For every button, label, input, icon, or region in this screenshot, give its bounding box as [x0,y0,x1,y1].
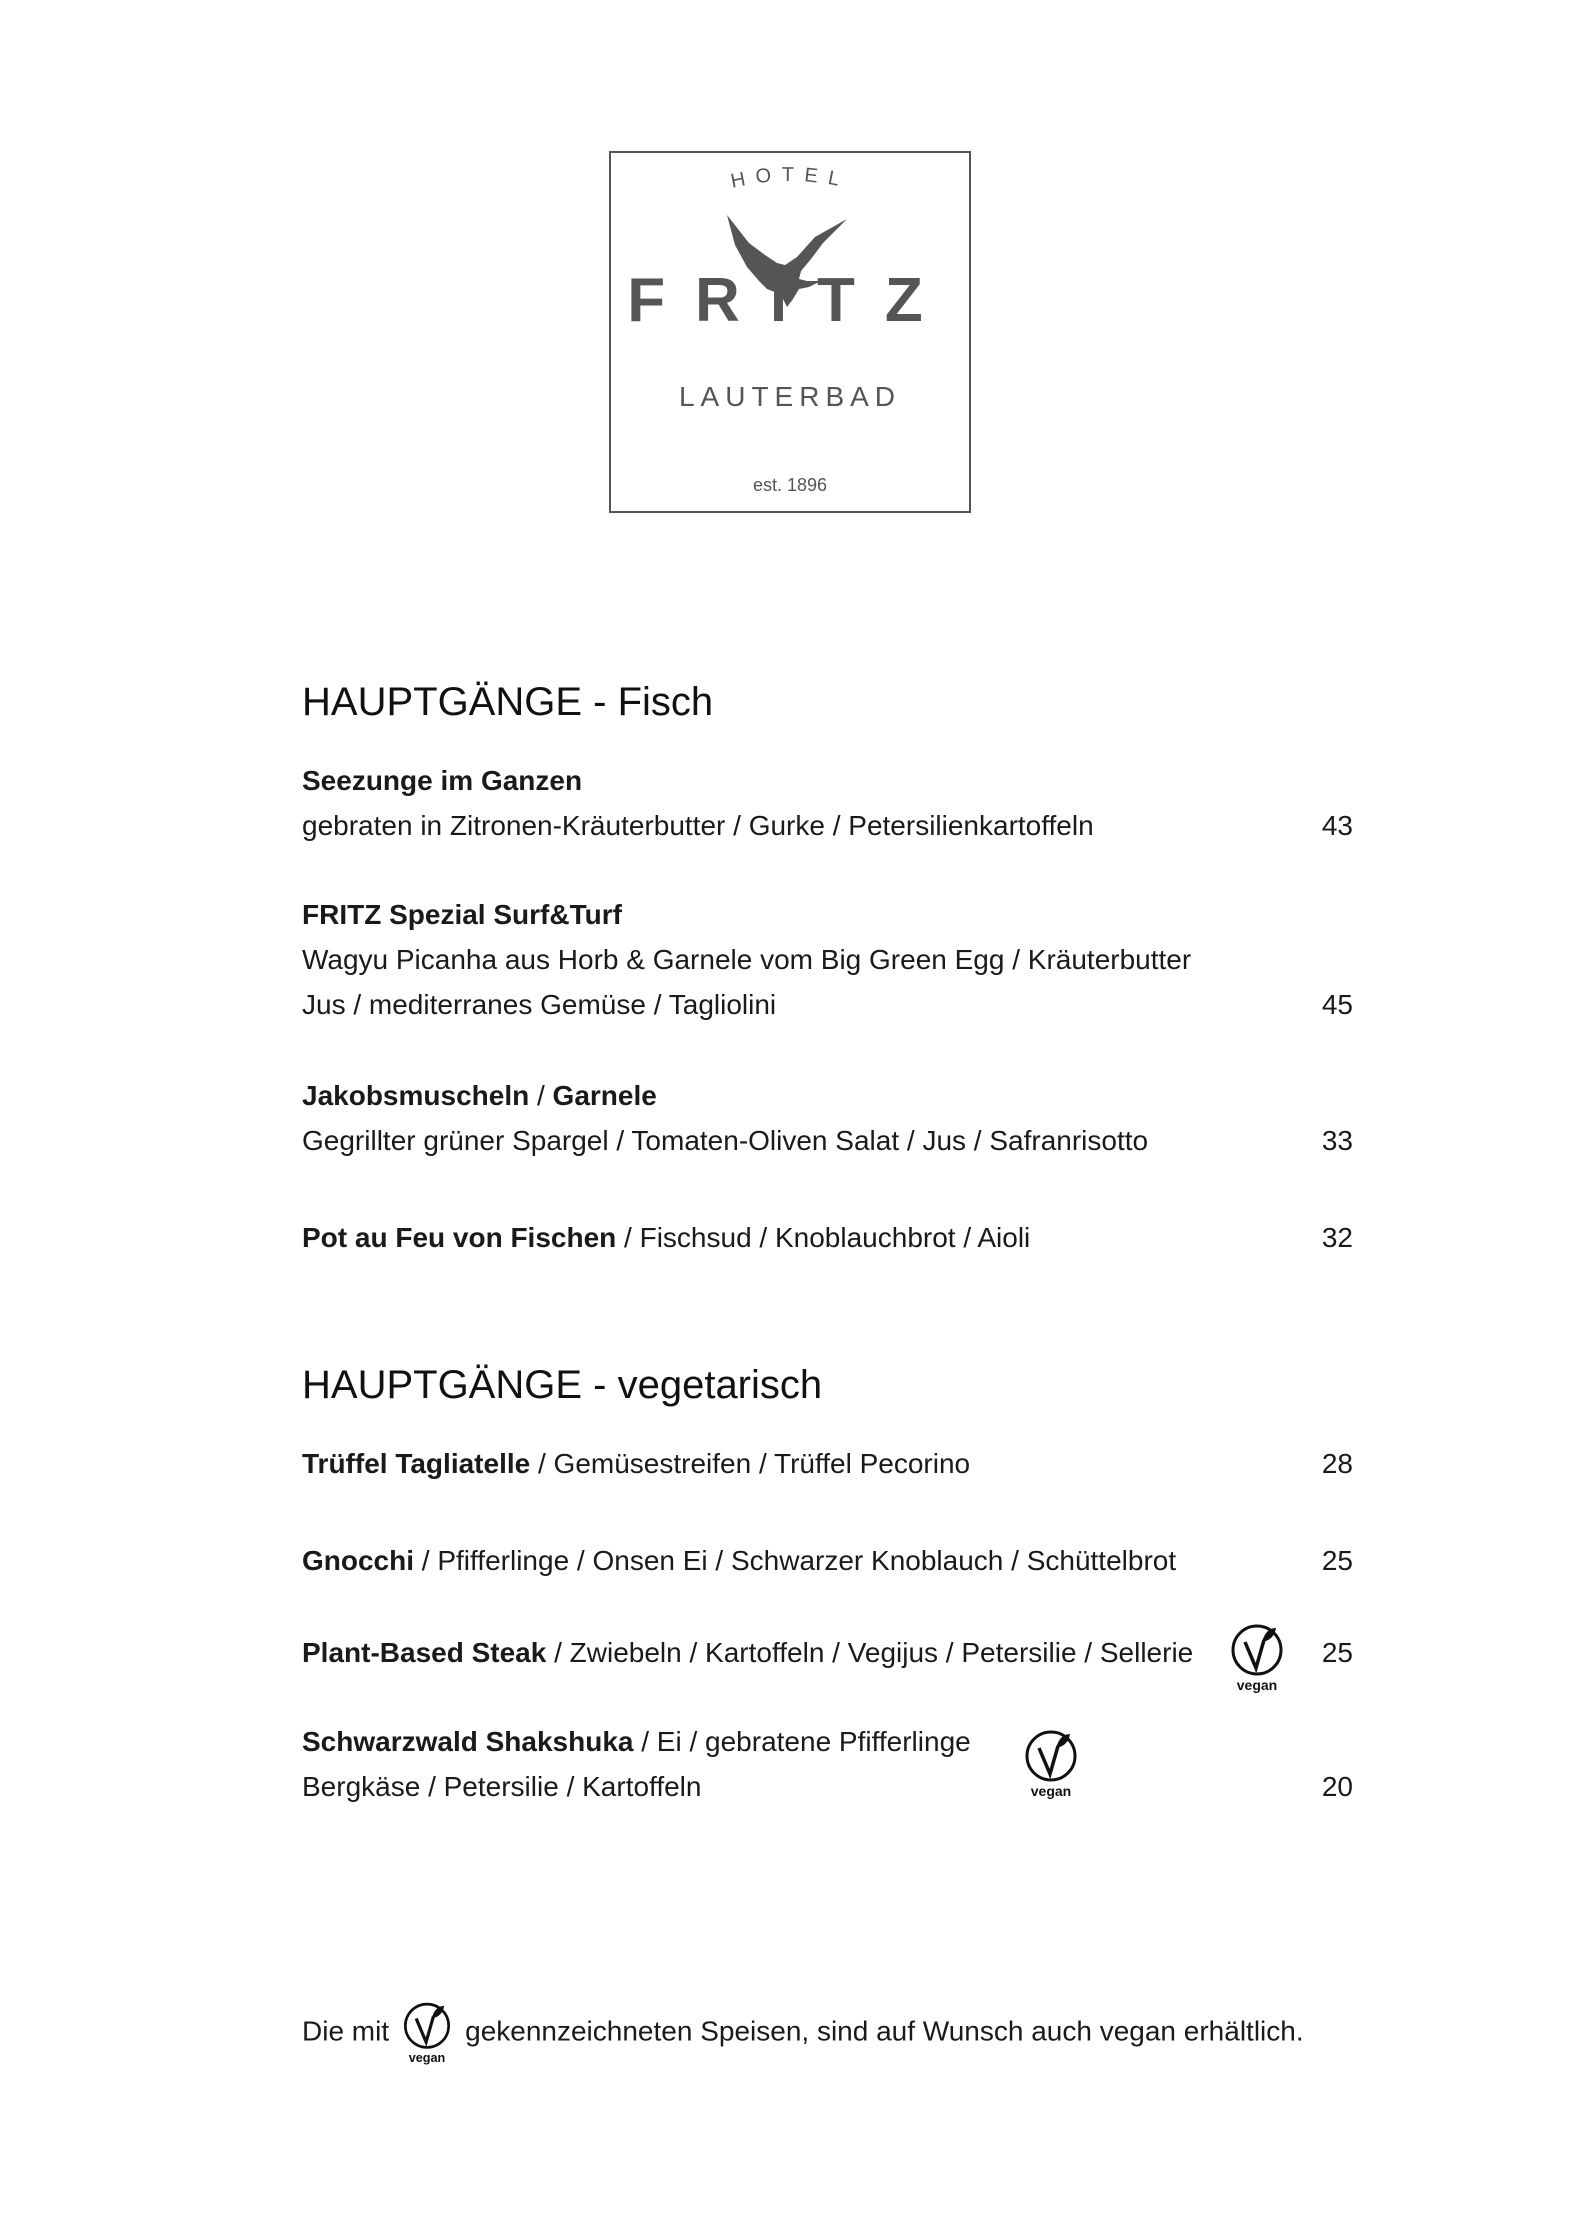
svg-text:vegan: vegan [1236,1677,1278,1693]
menu-item-price: 25 [1321,1545,1353,1576]
logo-name: FRITZ [627,266,953,335]
menu-item-desc: Wagyu Picanha aus Horb & Garnele vom Big Green Egg / Kräuterbutter [302,944,1192,975]
menu-item-price: 32 [1321,1222,1353,1253]
vegan-icon [399,1999,455,2067]
menu-item-desc: gebraten in Zitronen-Kräuterbutter / Gurke / Petersilienkartoffeln [302,810,1094,841]
menu-item-name: FRITZ Spezial Surf&Turf [302,899,622,930]
hotel-logo [609,151,971,513]
menu-item: Schwarzwald Shakshuka / Ei / gebratene Pfifferlinge [302,1726,971,1757]
menu-item-price: 45 [1321,989,1353,1020]
footer-note: Die mit vegan gekennzeichneten Speisen, sind auf Wunsch auch vegan erhältlich. [302,1999,1304,2067]
logo-graphic [611,153,969,511]
menu-item-desc: Jus / mediterranes Gemüse / Tagliolini [302,989,777,1020]
menu-item: Pot au Feu von Fischen / Fischsud / Knoblauchbrot / Aioli [302,1222,1031,1253]
menu-item: Gnocchi / Pfifferlinge / Onsen Ei / Schwarzer Knoblauch / Schüttelbrot [302,1545,1177,1576]
menu-item-desc: Gegrillter grüner Spargel / Tomaten-Oliven Salat / Jus / Safranrisotto [302,1125,1149,1156]
menu-item-price: 33 [1321,1125,1353,1156]
section-title-fisch: HAUPTGÄNGE - Fisch [302,680,714,724]
svg-text:vegan: vegan [408,2050,446,2065]
menu-item-price: 43 [1321,810,1353,841]
vegan-icon [1226,1622,1288,1694]
vegan-icon [1020,1728,1082,1800]
section-title-vegetarisch: HAUPTGÄNGE - vegetarisch [302,1363,823,1407]
menu-item: Plant-Based Steak / Zwiebeln / Kartoffeln / Vegijus / Petersilie / Sellerie [302,1637,1194,1668]
svg-text:vegan: vegan [1030,1783,1072,1799]
menu-item-price: 25 [1321,1637,1353,1668]
menu-item: Trüffel Tagliatelle / Gemüsestreifen / Trüffel Pecorino [302,1448,971,1479]
menu-item-desc: Bergkäse / Petersilie / Kartoffeln [302,1771,702,1802]
logo-established: est. 1896 [752,475,828,495]
logo-hotel-text: HOTEL [728,163,852,193]
logo-subtitle: LAUTERBAD [678,381,902,412]
menu-item-price: 28 [1321,1448,1353,1479]
menu-item-name: Seezunge im Ganzen [302,765,583,796]
menu-item-name: Jakobsmuscheln / Garnele [302,1080,657,1111]
menu-item-price: 20 [1321,1771,1353,1802]
